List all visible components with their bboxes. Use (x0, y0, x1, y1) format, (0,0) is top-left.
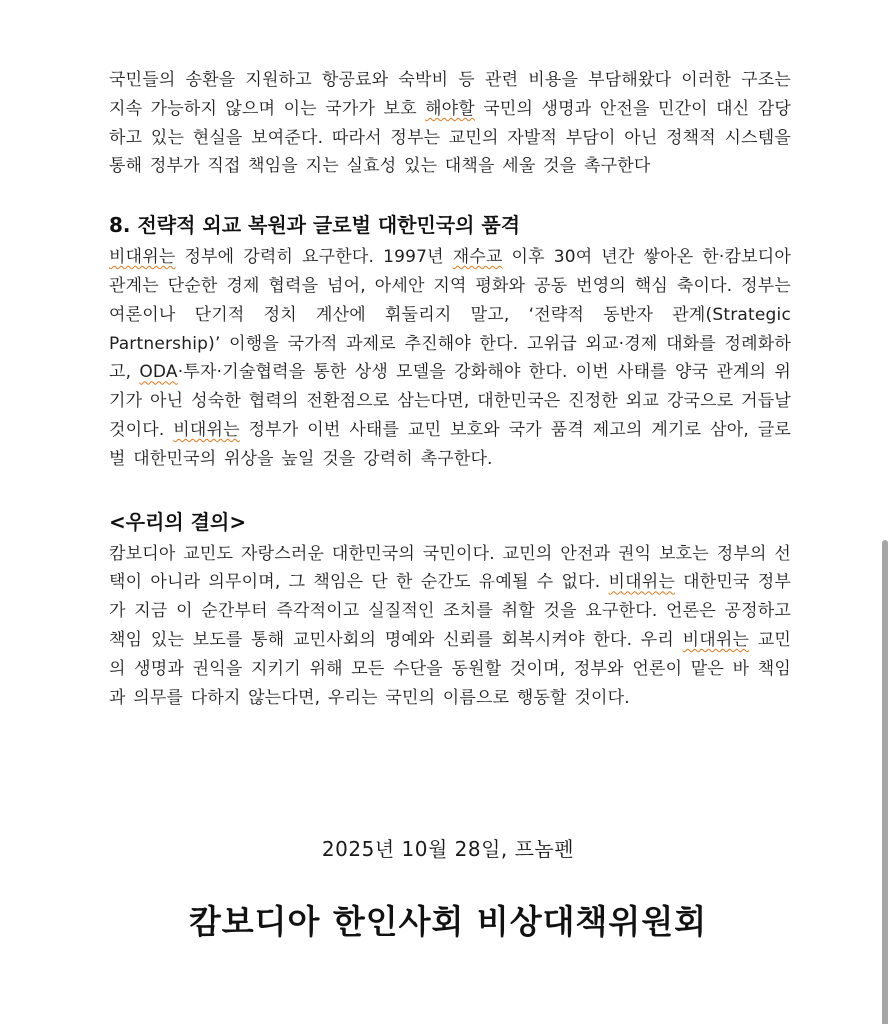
paragraph-text: 캄보디아 교민도 자랑스러운 대한민국의 국민이다. 교민의 안전과 권익 보호는 정부의 선택이 아니라 의무이며, 그 책임은 단 한 순간도 유예될 수 없다. (109, 543, 791, 593)
document-body (109, 66, 791, 712)
paragraph-text: 정부가 이번 사태를 교민 보호와 국가 품격 제고의 계기로 삼아, 글로벌 대한민국의 위상을 높일 것을 강력히 촉구한다. (109, 419, 791, 469)
spellcheck-flagged-word: 비대위는 (608, 572, 676, 593)
signature-organization: 캄보디아 한인사회 비상대책위원회 (188, 902, 708, 941)
paragraph-text: 국민들의 송환을 지원하고 항공료와 숙박비 등 관련 비용을 부담해왔다 이러한 구조는 지속 가능하지 않으며 이는 국가가 보호 (109, 70, 791, 119)
spellcheck-flagged-word: 재수교 (452, 247, 503, 268)
resolution-heading: <우리의 결의> (109, 509, 247, 534)
date-and-place: 2025년 10월 28일, 프놈펜 (321, 837, 575, 861)
paragraph-intro-continuation (109, 66, 791, 181)
spellcheck-flagged-word: ODA (139, 362, 178, 383)
spellcheck-flagged-word: 해야할 (425, 98, 475, 119)
paragraph-text: 정부에 강력히 요구한다. 1997년 (175, 247, 453, 268)
spellcheck-flagged-word: 비대위는 (682, 629, 750, 650)
resolution-paragraph (109, 540, 791, 713)
spellcheck-flagged-word: 비대위는 (173, 419, 240, 440)
vertical-scrollbar-thumb[interactable] (882, 540, 888, 1024)
paragraph-text: 교민의 생명과 권익을 지키기 위해 모든 수단을 동원할 것이며, 정부와 언론이 맡은 바 책임과 의무를 다하지 않는다면, 우리는 국민의 이름으로 행동할 것이다. (109, 629, 791, 708)
paragraph-text: 이후 30여 년간 쌓아온 한·캄보디아 관계는 단순한 경제 협력을 넘어, 아세안 지역 평화와 공동 번영의 핵심 축이다. 정부는 여론이나 단기적 정치 계산에 휘둘리지 말고, ‘전략적 동반자 관계(Strategic Partnership)’ 이행을 국가적 과제로 추진해야 한다. 고위급 외교·경제 대화를 정례화하고, (109, 247, 791, 383)
section-8-heading: 8. 전략적 외교 복원과 글로벌 대한민국의 품격 (109, 213, 521, 238)
paragraph-text: 국민의 생명과 안전을 민간이 대신 감당하고 있는 현실을 보여준다. 따라서 정부는 교민의 자발적 부담이 아닌 정책적 시스템을 통해 정부가 직접 책임을 지는 실효성 있는 대책을 세울 것을 촉구한다 (109, 98, 791, 177)
paragraph-text: ·투자·기술협력을 통한 상생 모델을 강화해야 한다. 이번 사태를 양국 관계의 위기가 아닌 성숙한 협력의 전환점으로 삼는다면, 대한민국은 진정한 외교 강국으로 거듭날 것이다. (109, 362, 791, 440)
spellcheck-flagged-word: 비대위는 (109, 247, 176, 268)
paragraph-text: 대한민국 정부가 지금 이 순간부터 즉각적이고 실질적인 조치를 취할 것을 요구한다. 언론은 공정하고 책임 있는 보도를 통해 교민사회의 명예와 신뢰를 회복시켜야 한다. 우리 (109, 572, 791, 650)
section-8-paragraph (109, 243, 791, 473)
